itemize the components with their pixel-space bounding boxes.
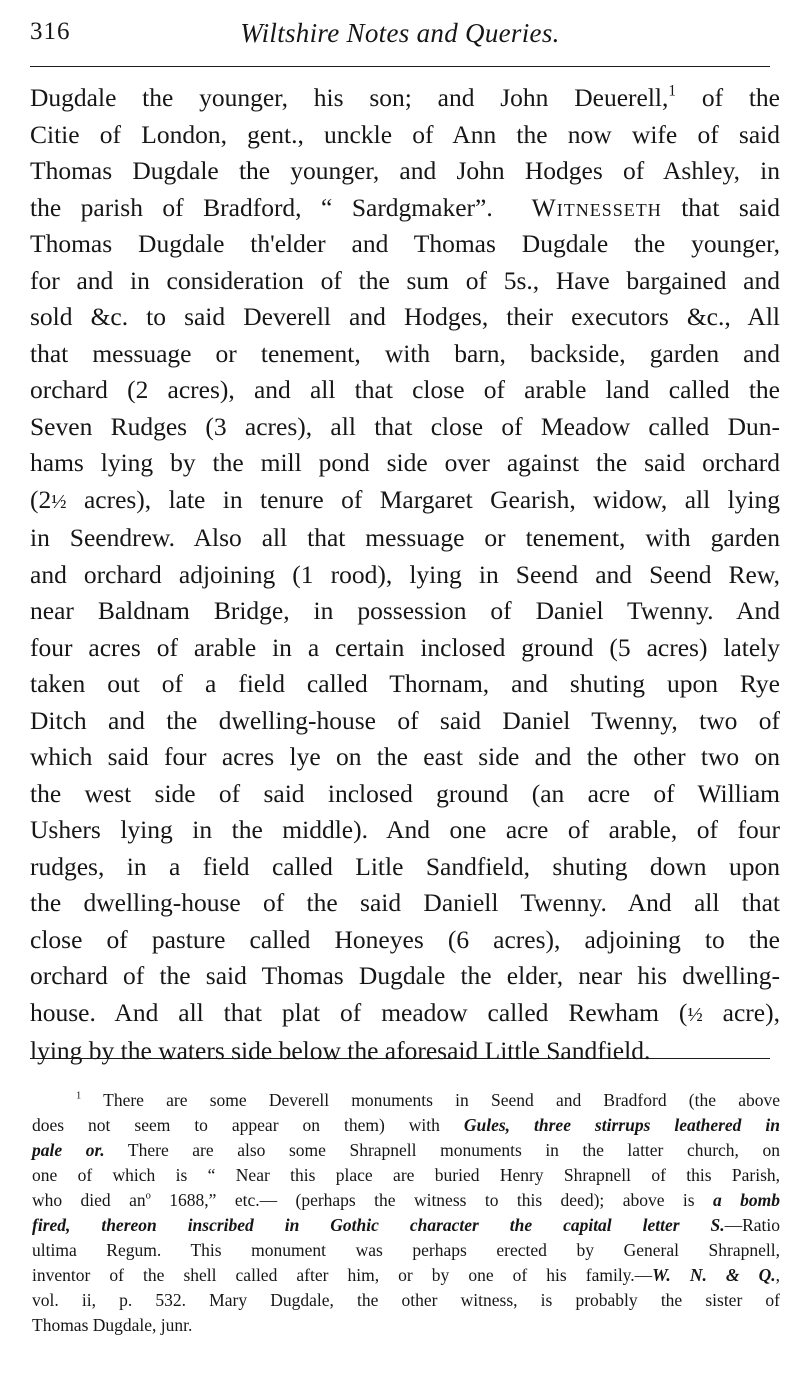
footnote-rule (30, 1058, 770, 1059)
footnote-line: one of which is “ Near this place are buried Henry Shrapnell of this Parish, (32, 1165, 780, 1185)
text-line: Thomas Dugdale th'elder and Thomas Dugdale the younger, (30, 229, 780, 258)
text-line: Ditch and the dwelling-house of said Daniel Twenny, two of (30, 705, 780, 735)
text-line: which said four acres lye on the east side and the other two on (30, 742, 780, 771)
main-text (30, 80, 780, 1070)
text-line: for and in consideration of the sum of 5s., Have bargained and (30, 265, 780, 295)
text-line: and orchard adjoining (1 rood), lying in Seend and Seend Rew, (30, 559, 780, 589)
footnote (32, 1088, 780, 1338)
text-line: near Baldnam Bridge, in possession of Daniel Twenny. And (30, 596, 780, 625)
text-line: the west side of said inclosed ground (an acre of William (30, 778, 780, 808)
text-line: hams lying by the mill pond side over against the said orchard (30, 448, 780, 477)
fraction-half: ½ (687, 1003, 703, 1026)
text-line: (2½ acres), late in tenure of Margaret Gearish, widow, all lying (30, 484, 780, 514)
header-rule (30, 66, 770, 67)
text-line: orchard of the said Thomas Dugdale the elder, near his dwelling- (30, 961, 780, 990)
text-line: house. And all that plat of meadow called Rewham (½ acre), (30, 997, 780, 1027)
footnote-marker: 1 (76, 1090, 82, 1102)
text-line: Seven Rudges (3 acres), all that close of Meadow called Dun- (30, 411, 780, 441)
running-head (30, 18, 770, 58)
text-line: the dwelling-house of the said Daniell Twenny. And all that (30, 888, 780, 917)
text-line: orchard (2 acres), and all that close of arable land called the (30, 375, 780, 404)
witnesseth-smallcaps: Witnesseth (531, 192, 662, 222)
text-line: that messuage or tenement, with barn, backside, garden and (30, 338, 780, 368)
text-line: Thomas Dugdale the younger, and John Hodges of Ashley, in (30, 156, 780, 185)
text-line: Dugdale the younger, his son; and John Deuerell,$^1$ of the (30, 82, 780, 112)
journal-title: Wiltshire Notes and Queries. (240, 18, 560, 48)
footnote-line: Thomas Dugdale, junr. (32, 1315, 193, 1335)
footnote-line: $^1$ There are some Deverell monuments in Seend and Bradford (the above (76, 1090, 780, 1110)
page-number: 316 (30, 18, 71, 45)
footnote-line: vol. ii, p. 532. Mary Dugdale, the other witness, is probably the sister of (32, 1290, 780, 1310)
text-line: taken out of a field called Thornam, and shuting upon Rye (30, 669, 780, 698)
footnote-line: fired, thereon inscribed in Gothic character the capital letter S.—Ratio (32, 1215, 780, 1235)
text-line: close of pasture called Honeyes (6 acres), adjoining to the (30, 924, 780, 954)
footnote-line: does not seem to appear on them) with Gules, three stirrups leathered in (32, 1115, 780, 1135)
footnote-line: pale or. There are also some Shrapnell monuments in the latter church, on (32, 1140, 780, 1160)
text-line: the parish of Bradford, “ Sardgmaker”. Witnesseth that said (30, 192, 780, 222)
fraction-half: ½ (51, 490, 67, 513)
footnote-line: who died $an^o$ 1688,” etc.— (perhaps the witness to this deed); above is a bomb (32, 1190, 780, 1210)
text-line: Citie of London, gent., unckle of Ann the now wife of said (30, 119, 780, 149)
text-line: four acres of arable in a certain inclosed ground (5 acres) lately (30, 632, 780, 662)
text-line: Ushers lying in the middle). And one acre of arable, of four (30, 815, 780, 844)
text-line: in Seendrew. Also all that messuage or tenement, with garden (30, 523, 780, 552)
text-line: rudges, in a field called Litle Sandfield, shuting down upon (30, 851, 780, 881)
text-line: lying by the waters side below the aforesaid Little Sandfield. (30, 1036, 651, 1065)
footnote-ref[interactable]: 1 (668, 82, 677, 100)
footnote-line: ultima Regum. This monument was perhaps erected by General Shrapnell, (32, 1240, 780, 1260)
footnote-line: inventor of the shell called after him, or by one of his family.—W. N. & Q., (32, 1265, 780, 1285)
text-line: sold &c. to said Deverell and Hodges, their executors &c., All (30, 302, 780, 331)
